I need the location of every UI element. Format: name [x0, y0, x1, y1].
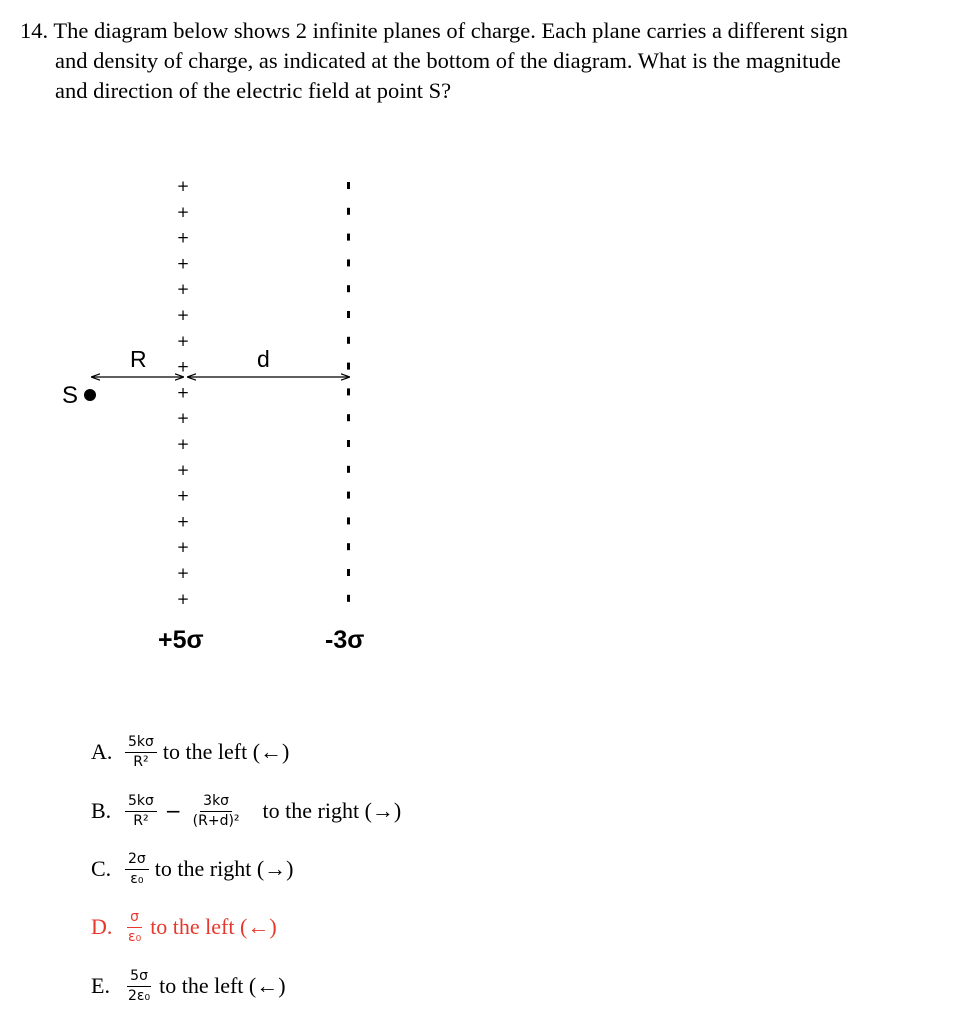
plus-symbol: + [176, 564, 190, 582]
option-letter: A. [91, 739, 113, 764]
plus-symbol: + [176, 177, 190, 195]
option-direction: to the right (→) [154, 856, 294, 881]
plus-symbol: + [176, 254, 190, 273]
fraction: $\frac{5k\sigma}{\text{R²}}$ [125, 793, 157, 830]
plus-symbol: + [176, 357, 190, 376]
minus-symbol [347, 569, 350, 576]
question-line-2: and density of charge, as indicated at the bottom of the diagram. What is the magnitude [55, 48, 841, 73]
option-direction: to the right (→) [262, 798, 402, 823]
question-line-3: and direction of the electric field at point S? [55, 78, 452, 103]
distance-d-label: d [257, 346, 270, 372]
plus-symbol: + [176, 280, 190, 299]
minus-symbol [347, 311, 350, 318]
question-number: 14. [20, 18, 49, 43]
fraction: $\frac{5k\sigma}{\text{R²}}$ [125, 734, 157, 771]
minus-operator: − [164, 799, 182, 823]
plus-symbol: + [176, 409, 190, 428]
option-direction: to the left (←) [162, 739, 290, 764]
fraction: $\frac{\sigma}{\text{ε₀}}$ [128, 908, 142, 945]
minus-symbol [347, 466, 350, 473]
minus-symbol [347, 492, 350, 499]
question-line-1: The diagram below shows 2 infinite planes of charge. Each plane carries a different sign [53, 18, 848, 43]
fraction: $\frac{2\sigma}{\text{ε₀}}$ [125, 851, 149, 888]
minus-symbol [347, 517, 350, 524]
question-text [20, 16, 940, 106]
plus-symbol: + [176, 589, 190, 608]
option-e[interactable] [91, 960, 286, 1012]
minus-symbol [347, 595, 350, 602]
option-letter: E. [91, 973, 110, 998]
option-letter: C. [91, 856, 112, 881]
minus-symbol [347, 543, 350, 550]
charge-planes-diagram [0, 150, 957, 670]
option-letter: B. [91, 798, 112, 823]
option-direction: to the left (←) [150, 914, 277, 939]
minus-symbol [347, 182, 350, 189]
minus-symbol [347, 388, 350, 395]
option-letter: D. [91, 914, 113, 939]
plus-symbol: + [176, 460, 190, 479]
plus-symbol: + [176, 228, 190, 247]
option-d[interactable] [91, 901, 277, 953]
plus-symbol: + [176, 538, 190, 557]
plus-symbol: + [176, 435, 190, 453]
positive-plane [177, 177, 190, 608]
minus-symbol [347, 259, 350, 266]
minus-symbol [347, 337, 350, 344]
minus-symbol [347, 285, 350, 292]
option-direction: to the left (←) [159, 973, 286, 998]
plus-symbol: + [176, 331, 190, 350]
negative-plane [347, 182, 350, 602]
plus-symbol: + [176, 202, 190, 221]
fraction: $\frac{5\sigma}{\text{2ε₀}}$ [128, 967, 151, 1004]
minus-symbol [347, 414, 350, 421]
plus-symbol: + [176, 512, 190, 531]
positive-plane-charge-label: +5σ [158, 626, 204, 654]
option-a[interactable] [91, 726, 289, 778]
distance-r-label: R [130, 346, 147, 372]
minus-symbol [347, 363, 350, 370]
fraction: $\frac{3k\sigma}{\text{(R+d)²}}$ [192, 792, 240, 829]
minus-symbol [347, 234, 350, 241]
option-b[interactable] [91, 785, 401, 837]
option-c[interactable] [91, 843, 293, 895]
negative-plane-charge-label: -3σ [325, 626, 365, 654]
minus-symbol [347, 440, 350, 447]
point-s-label: S [62, 382, 79, 409]
plus-symbol: + [176, 383, 190, 402]
plus-symbol: + [176, 306, 190, 324]
minus-symbol [347, 208, 350, 215]
plus-symbol: + [176, 486, 190, 505]
point-s-dot [84, 389, 96, 401]
